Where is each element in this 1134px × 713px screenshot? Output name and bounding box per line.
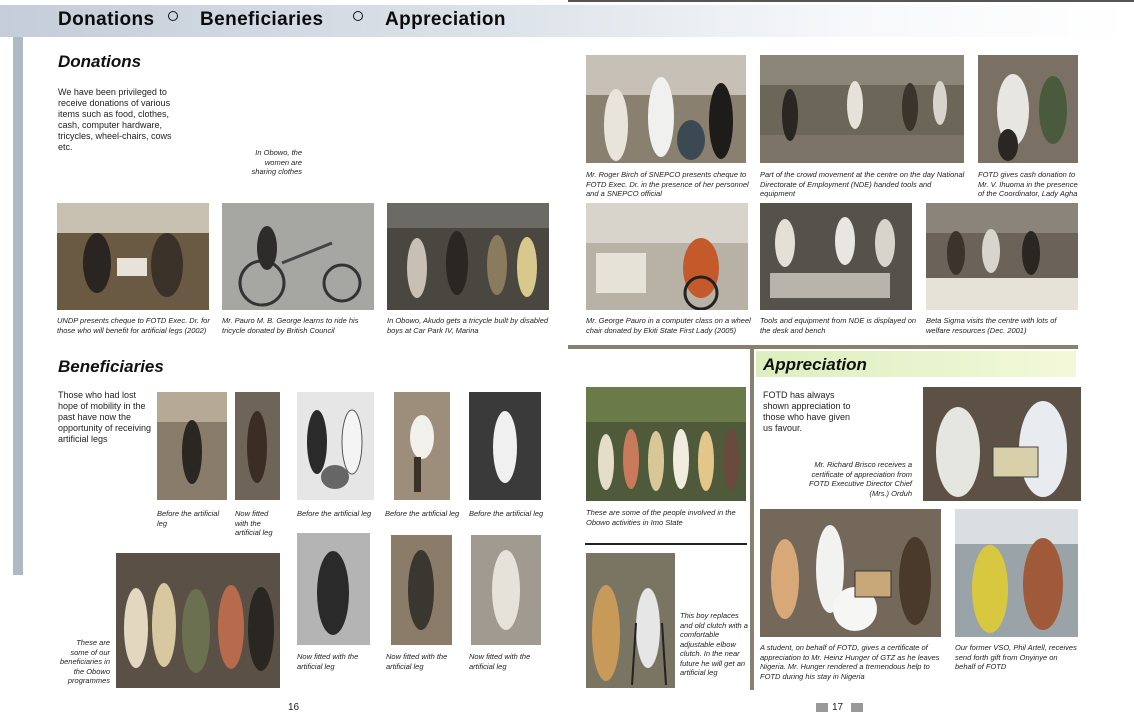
donation-caption-tricycle: Mr. Pauro M. B. George learns to ride his tricycle donated by British Council	[222, 316, 359, 335]
beneficiary-caption-2: Now fitted with the artificial leg	[235, 509, 273, 537]
appreciation-photo-brisco	[923, 387, 1081, 501]
section-divider-vertical	[750, 345, 754, 690]
beneficiary-caption-3: Before the artificial leg	[297, 509, 372, 518]
donation-caption-tools: Tools and equipment from NDE is displayed on the desk and bench	[760, 316, 917, 335]
donation-caption-cash: FOTD gives cash donation to Mr. V. Ihuoma in the presence of the Coordinator, Lady Agha	[978, 170, 1078, 198]
page-number-marker	[851, 703, 863, 712]
boy-crutch-photo	[586, 553, 675, 688]
left-margin-bar	[13, 37, 23, 575]
page-number-left: 16	[288, 702, 300, 713]
donation-caption-snepco: Mr. Roger Birch of SNEPCO presents cheque to FOTD Exec. Dr. in the presence of her personnel and a SNEPCO official	[586, 170, 749, 198]
donation-caption-computer: Mr. George Pauro in a computer class on a wheel chair donated by Ekiti State First Lady (2005)	[586, 316, 751, 335]
donation-photo-snepco	[586, 55, 746, 163]
donation-caption-crowd: Part of the crowd movement at the centre on the day National Directorate of Employment (NDE) handed tools and equipment	[760, 170, 965, 198]
appreciation-caption-brisco: Mr. Richard Brisco receives a certificate of appreciation from FOTD Executive Director Chief (Mrs.) Orduh	[809, 460, 912, 498]
donation-photo-undp	[57, 203, 209, 310]
appreciation-title: Appreciation	[763, 355, 867, 374]
header-bullet-icon	[168, 11, 178, 21]
beneficiary-photo-2	[235, 392, 280, 500]
beneficiary-caption-6: Now fitted with the artificial leg	[297, 652, 359, 671]
donations-obowo-caption: In Obowo, the women are sharing clothes	[251, 148, 302, 176]
appreciation-intro: FOTD has always shown appreciation to those who have given us favour.	[763, 390, 851, 433]
beneficiary-caption-1: Before the artificial leg	[157, 509, 220, 528]
header-top-rule	[568, 0, 1134, 2]
appreciation-caption-artell: Our former VSO, Phil Artell, receives send forth gift from Onyinye on behalf of FOTD	[955, 643, 1077, 671]
appreciation-caption-hunger: A student, on behalf of FOTD, gives a certificate of appreciation to Mr. Heinz Hunger of GTZ as he leaves Nigeria. Mr. Hunger rendered a tremendous help to FOTD during his stay in Nigeria	[760, 643, 940, 681]
beneficiaries-title: Beneficiaries	[58, 357, 164, 376]
header-bar	[0, 5, 1134, 37]
donation-photo-tools	[760, 203, 912, 310]
donation-caption-undp: UNDP presents cheque to FOTD Exec. Dr. for those who will benefit for artificial legs (2002)	[57, 316, 210, 335]
donation-photo-computer	[586, 203, 748, 310]
header-item-appreciation: Appreciation	[385, 9, 506, 30]
beneficiary-photo-8	[471, 535, 541, 645]
beneficiary-photo-5	[469, 392, 541, 500]
boy-crutch-caption: This boy replaces and old clutch with a comfortable adjustable elbow clutch. In the near future he will get an artificial leg	[680, 611, 748, 677]
beneficiary-photo-group	[116, 553, 280, 688]
section-divider-horizontal	[568, 345, 1078, 349]
beneficiary-caption-5: Before the artificial leg	[469, 509, 544, 518]
appreciation-photo-hunger	[760, 509, 941, 637]
donation-photo-akudo	[387, 203, 549, 310]
beneficiary-photo-7	[391, 535, 452, 645]
beneficiary-photo-1	[157, 392, 227, 500]
beneficiary-caption-4: Before the artificial leg	[385, 509, 460, 518]
donations-title: Donations	[58, 52, 142, 71]
beneficiary-photo-4	[394, 392, 450, 500]
beneficiaries-intro: Those who had lost hope of mobility in the past have now the opportunity of receiving artificial legs	[58, 390, 152, 444]
obowo-activity-caption: These are some of the people involved in the Obowo activities in Imo State	[586, 508, 736, 527]
page-number-marker	[816, 703, 828, 712]
donation-caption-betasigma: Beta Sigma visits the centre with lots of welfare resources (Dec. 2001)	[926, 316, 1057, 335]
donation-caption-akudo: In Obowo, Akudo gets a tricycle built by disabled boys at Car Park IV, Marina	[387, 316, 549, 335]
page-number-right: 17	[832, 702, 844, 713]
obowo-activity-photo	[586, 387, 746, 501]
donation-photo-betasigma	[926, 203, 1078, 310]
donation-photo-cash	[978, 55, 1078, 163]
header-item-donations: Donations	[58, 9, 155, 30]
appreciation-photo-artell	[955, 509, 1078, 637]
donation-photo-tricycle	[222, 203, 374, 310]
beneficiary-caption-8: Now fitted with the artificial leg	[469, 652, 531, 671]
header-bullet-icon	[353, 11, 363, 21]
beneficiary-photo-3	[297, 392, 374, 500]
beneficiary-caption-7: Now fitted with the artificial leg	[386, 652, 448, 671]
beneficiary-photo-6	[297, 533, 370, 645]
beneficiaries-obowo-caption: These are some of our beneficiaries in the Obowo programmes	[59, 638, 110, 685]
donations-intro: We have been privileged to receive donations of various items such as food, clothes, cash, computer hardware, tricycles, wheel-chairs, cows etc.	[58, 87, 172, 152]
donation-photo-crowd	[760, 55, 964, 163]
header-item-beneficiaries: Beneficiaries	[200, 9, 324, 30]
obowo-rule	[585, 543, 747, 545]
